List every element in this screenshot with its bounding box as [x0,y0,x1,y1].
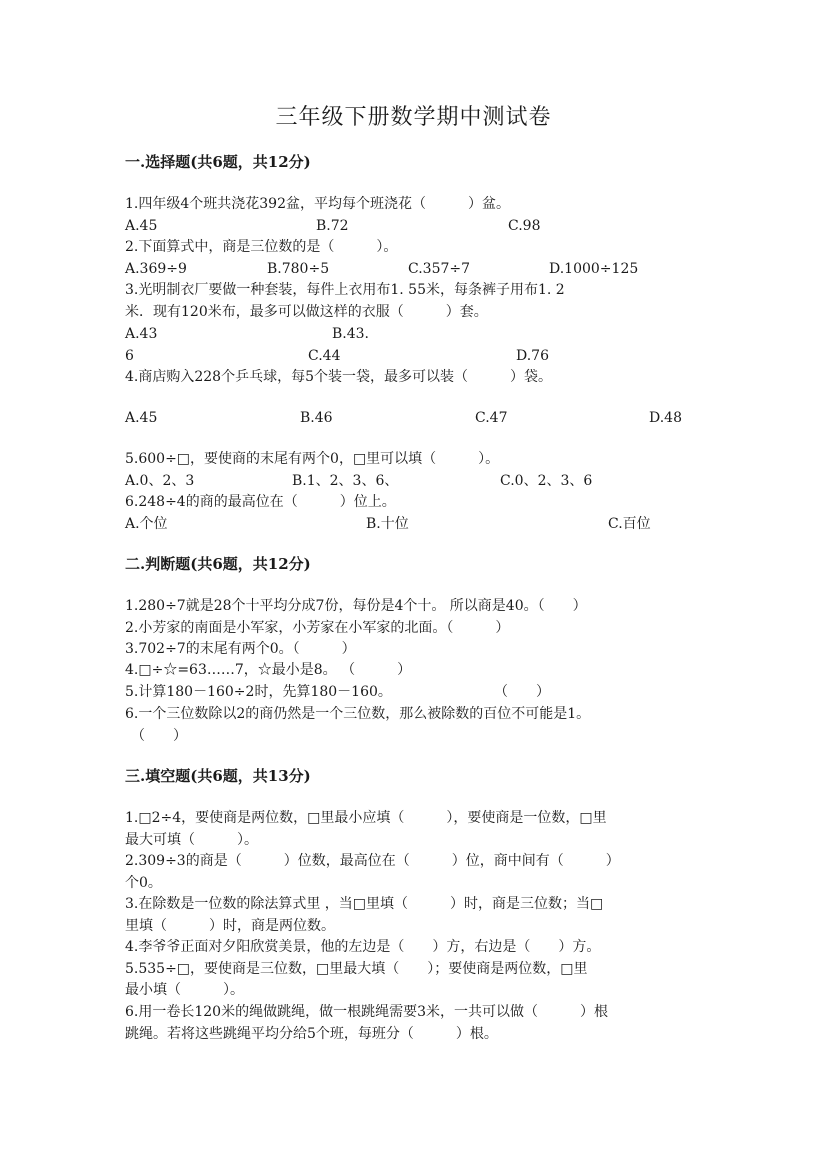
option-c: C.0、2、3、6 [500,473,593,489]
option-b: B.1、2、3、6、 [292,473,399,489]
option-b: B.十位 [366,516,409,532]
question-line: 最大可填（ ）。 [125,832,258,848]
page-title: 三年级下册数学期中测试卷 [275,105,552,130]
option-a: A.0、2、3 [125,473,195,489]
option-d: D.1000÷125 [549,261,639,277]
option-d: D.76 [516,348,549,364]
question-line: 4.□÷☆=63……7，☆最小是8。 （ ） [125,662,412,678]
option-b-continued: 6 [125,348,134,364]
option-b: B.43. [332,326,370,342]
answer-blank: （ ） [131,728,187,744]
question-line: 米．现有120米布，最多可以做这样的衣服（ ）套。 [125,304,488,320]
question-line: 1.□2÷4，要使商是两位数，□里最小应填（ ），要使商是一位数，□里 [125,810,607,826]
question-line: 3.光明制衣厂要做一种套装，每件上衣用布1. 55米，每条裤子用布1. 2 [125,282,565,298]
section-heading-fill: 三.填空题(共6题，共13分) [125,767,311,785]
question-line: 3.702÷7的末尾有两个0。（ ） [125,641,356,657]
option-d: D.48 [649,410,682,426]
question-line: 1.四年级4个班共浇花392盆，平均每个班浇花（ ）盆。 [125,196,510,212]
option-c: C.357÷7 [408,261,471,277]
option-a: A.369÷9 [125,261,187,277]
answer-blank: （ ） [494,684,550,700]
option-b: B.72 [316,218,349,234]
option-b: B.46 [300,410,333,426]
question-line: 5.计算180－160÷2时，先算180－160。 [125,684,392,700]
question-line: 跳绳。若将这些跳绳平均分给5个班，每班分（ ）根。 [125,1026,498,1042]
option-b: B.780÷5 [267,261,330,277]
option-a: A.个位 [125,516,168,532]
option-c: C.98 [508,218,541,234]
question-line: 个0。 [125,875,162,891]
option-a: A.43 [125,326,158,342]
question-line: 4.商店购入228个乒乓球，每5个装一袋，最多可以装（ ）袋。 [125,369,552,385]
question-line: 2.小芳家的南面是小军家，小芳家在小军家的北面。（ ） [125,620,510,636]
question-line: 6.一个三位数除以2的商仍然是一个三位数，那么被除数的百位不可能是1。 [125,706,591,722]
question-line: 5.535÷□，要使商是三位数，□里最大填（ ）；要使商是两位数，□里 [125,961,588,977]
section-heading-judge: 二.判断题(共6题，共12分) [125,555,311,573]
question-line: 最小填（ ）。 [125,982,244,998]
option-c: C.47 [475,410,508,426]
question-line: 3.在除数是一位数的除法算式里 ，当□里填（ ）时，商是三位数；当□ [125,896,604,912]
question-line: 6.用一卷长120米的绳做跳绳，做一根跳绳需要3米，一共可以做（ ）根 [125,1004,608,1020]
option-c: C.百位 [608,516,651,532]
option-a: A.45 [125,410,158,426]
option-a: A.45 [125,218,158,234]
section-heading-choice: 一.选择题(共6题，共12分) [125,153,311,171]
question-line: 5.600÷□，要使商的末尾有两个0，□里可以填（ ）。 [125,451,500,467]
question-line: 2.下面算式中，商是三位数的是（ ）。 [125,239,398,255]
question-line: 2.309÷3的商是（ ）位数，最高位在（ ）位，商中间有（ ） [125,853,620,869]
option-c: C.44 [308,348,341,364]
question-line: 1.280÷7就是28个十平均分成7份，每份是4个十。 所以商是40。（ ） [125,598,587,614]
question-line: 4.李爷爷正面对夕阳欣赏美景，他的左边是（ ）方，右边是（ ）方。 [125,939,601,955]
question-line: 里填（ ）时，商是两位数。 [125,918,335,934]
question-line: 6.248÷4的商的最高位在（ ）位上。 [125,494,396,510]
